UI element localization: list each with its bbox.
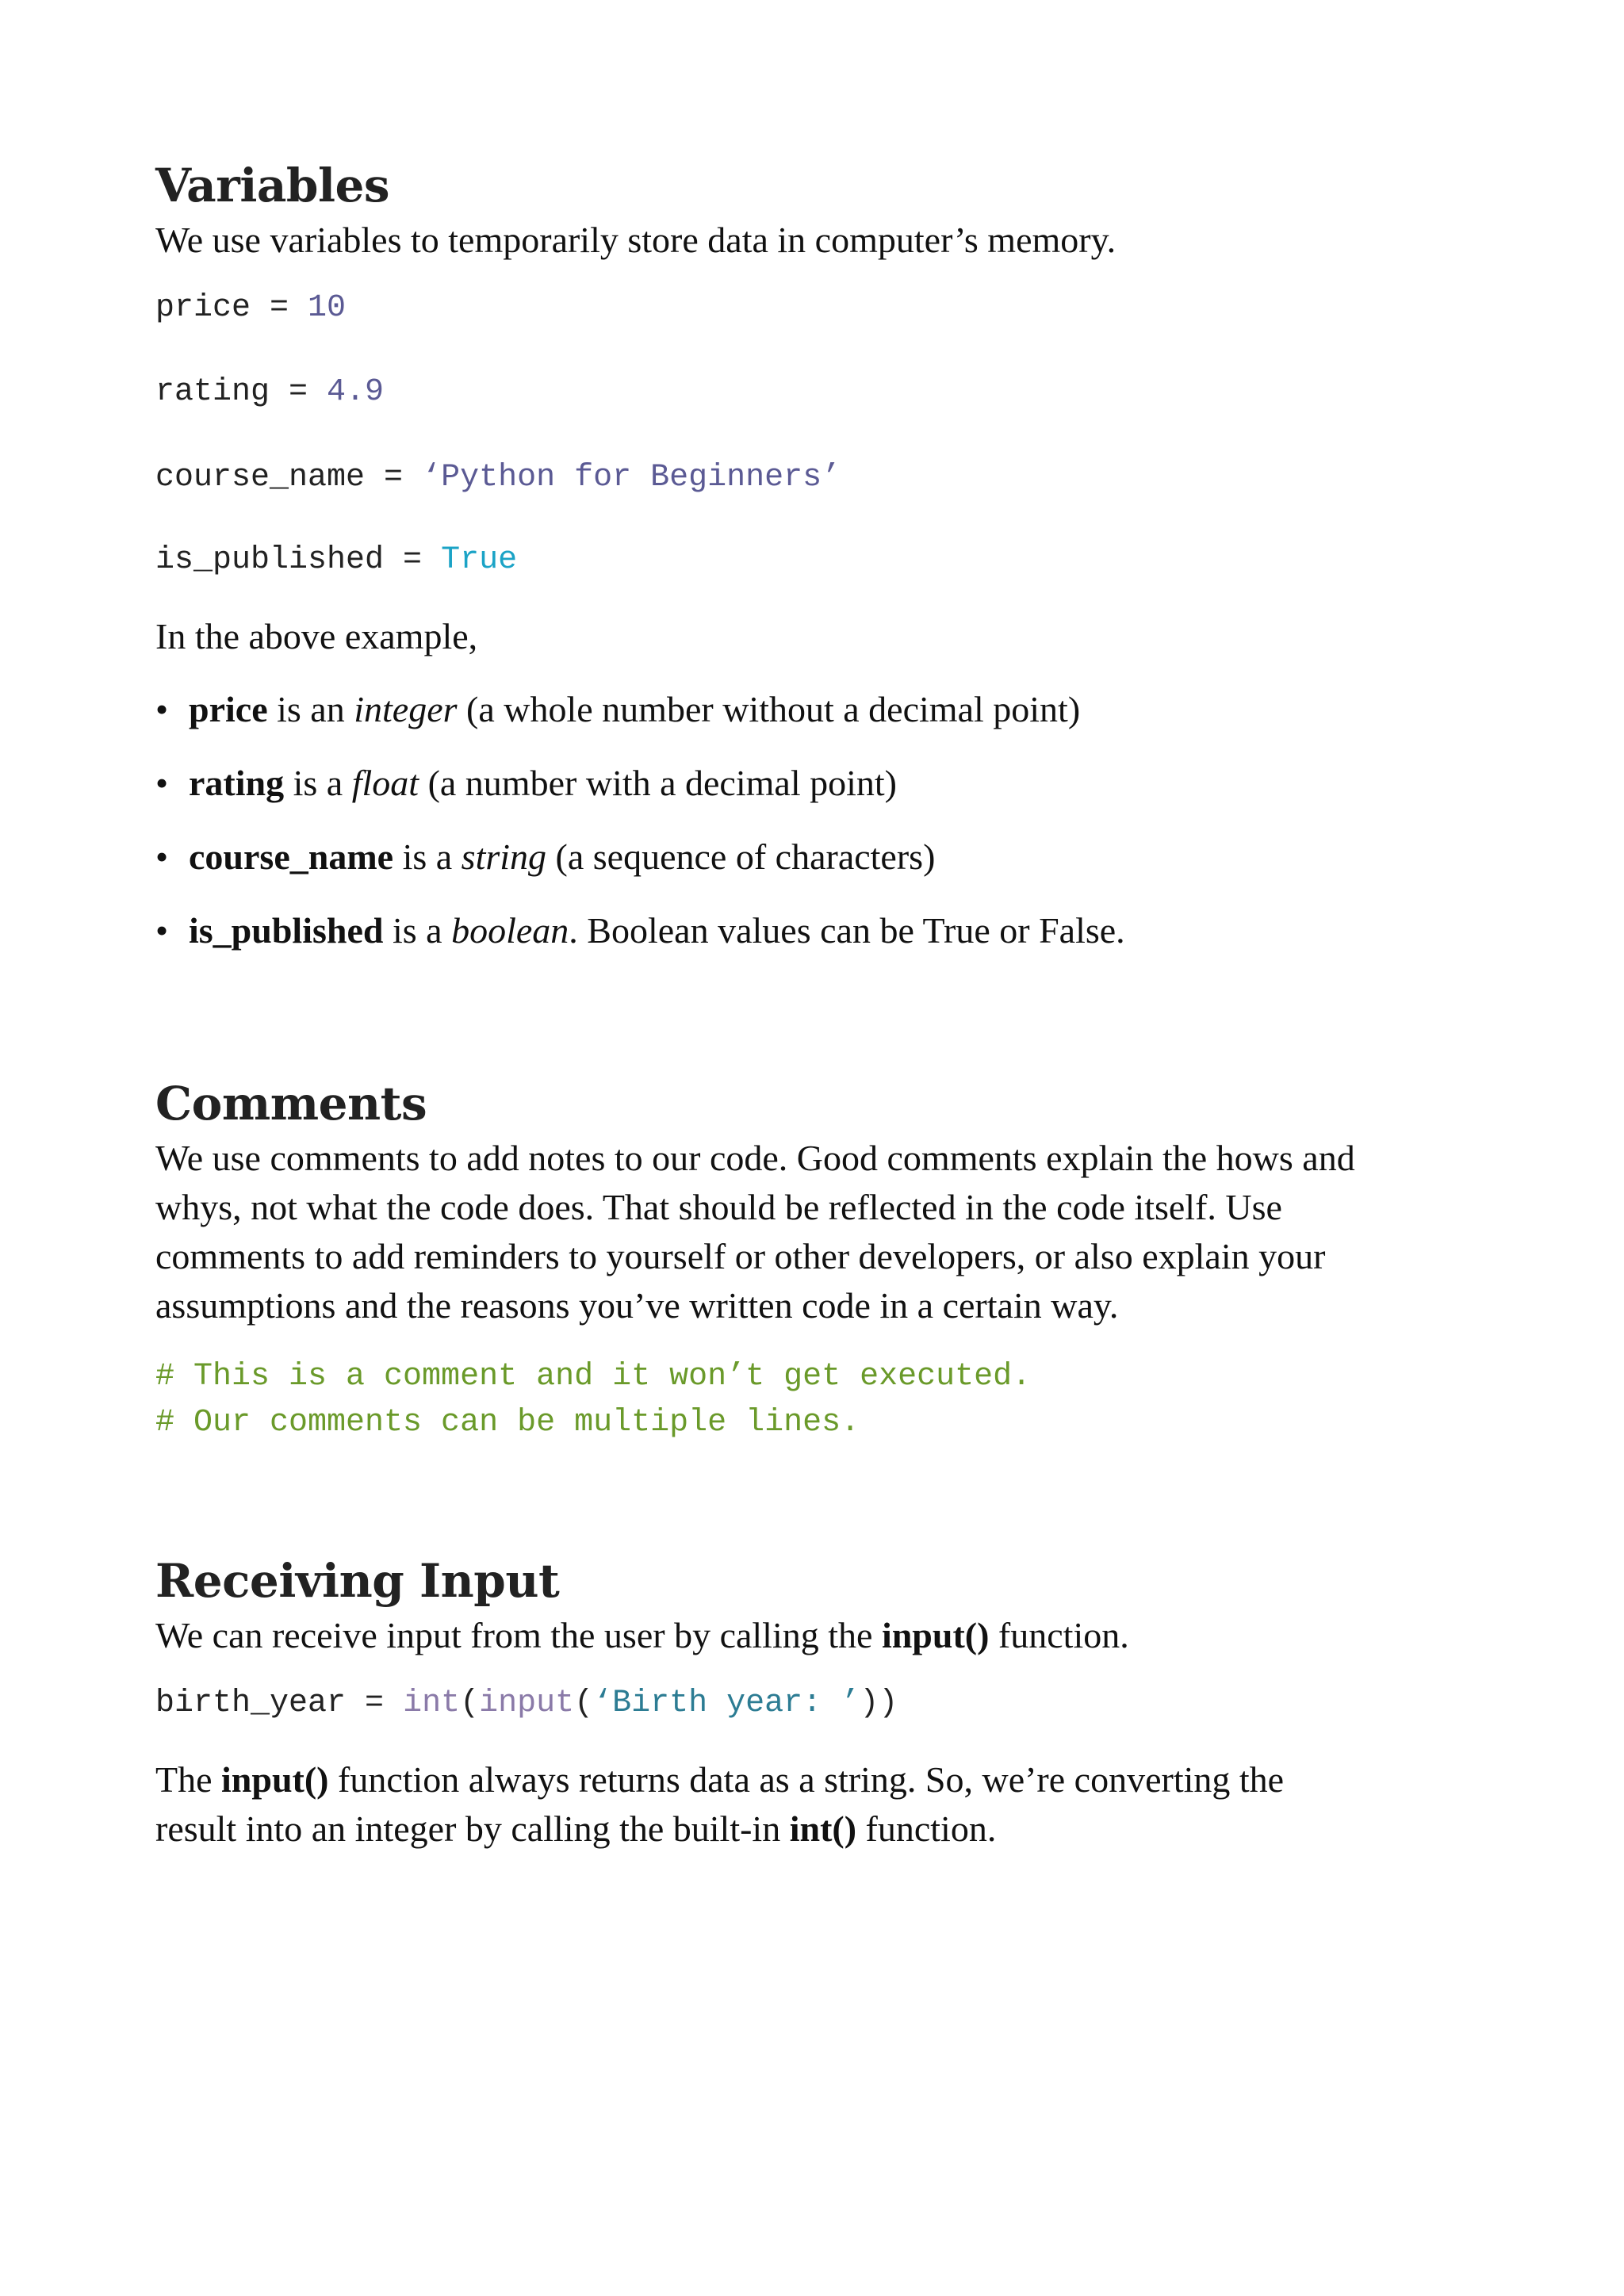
paren: ))	[860, 1685, 898, 1721]
text: result into an integer by calling the built-in	[155, 1808, 790, 1849]
string-arg: ‘Birth year: ’	[593, 1685, 860, 1721]
paren: (	[574, 1685, 594, 1721]
fn-name: input()	[221, 1758, 329, 1800]
bullet-text: is a	[393, 836, 462, 877]
bullet-text: is a	[383, 909, 452, 951]
input-outro	[155, 1755, 1488, 1854]
bullet-type: boolean	[451, 909, 569, 951]
bullet-glyph: •	[155, 909, 169, 951]
input-heading: Receiving Input	[155, 1554, 560, 1608]
var-name: price	[155, 289, 251, 326]
var-value: 4.9	[327, 373, 385, 410]
bullet-glyph: •	[155, 762, 169, 803]
list-item	[155, 759, 1488, 808]
bullet-text: (a whole number without a decimal point)	[457, 688, 1081, 729]
input-outro-line	[155, 1755, 1488, 1804]
code-line-birth-year	[155, 1684, 1488, 1724]
paren: (	[460, 1685, 480, 1721]
text: function always returns data as a string. So, we’re converting the	[328, 1758, 1285, 1800]
code-comment-line: # This is a comment and it won’t get executed.	[155, 1358, 1032, 1395]
text: We can receive input from the user by calling the	[155, 1614, 882, 1655]
variables-heading: Variables	[155, 159, 390, 212]
bullet-text: . Boolean values can be True or False.	[569, 909, 1125, 951]
bullet-type: integer	[354, 688, 458, 729]
var-value: True	[441, 541, 518, 578]
input-section	[155, 1554, 1488, 1854]
var-name: birth_year	[155, 1685, 347, 1721]
variables-intro: We use variables to temporarily store data in computer’s memory.	[155, 219, 1116, 260]
fn-name: int()	[789, 1808, 857, 1849]
bullet-text: is a	[284, 762, 352, 803]
bullet-term: is_published	[189, 909, 384, 951]
fn-input: input	[479, 1685, 575, 1721]
code-line-price	[155, 289, 1488, 373]
comments-code-block	[155, 1354, 1488, 1446]
fn-name: input()	[881, 1614, 990, 1655]
comments-section	[155, 1077, 1488, 1446]
assign-op: =	[384, 541, 442, 578]
bullet-glyph: •	[155, 688, 169, 729]
bullet-term: price	[189, 688, 268, 729]
assign-op: =	[365, 459, 423, 496]
assign-op: =	[270, 373, 327, 410]
bullet-text: (a number with a decimal point)	[419, 762, 897, 803]
bullet-text: is an	[267, 688, 354, 729]
list-item	[155, 685, 1488, 734]
input-outro-line	[155, 1804, 1488, 1854]
variables-bullet-list	[155, 685, 1488, 955]
var-value: 10	[308, 289, 347, 326]
variables-section	[155, 159, 1488, 955]
bullet-glyph: •	[155, 836, 169, 877]
comments-paragraph	[155, 1134, 1488, 1330]
code-comment-line: # Our comments can be multiple lines.	[155, 1404, 860, 1441]
bullet-type: string	[461, 836, 547, 877]
example-lead: In the above example,	[155, 615, 478, 656]
var-value: ‘Python for Beginners’	[422, 459, 841, 496]
bullet-term: rating	[189, 762, 285, 803]
comments-line: assumptions and the reasons you’ve written code in a certain way.	[155, 1284, 1119, 1326]
list-item	[155, 906, 1488, 955]
var-name: course_name	[155, 459, 366, 496]
comments-line: comments to add reminders to yourself or other developers, or also explain your	[155, 1235, 1326, 1276]
var-name: rating	[155, 373, 270, 410]
bullet-type: float	[351, 762, 419, 803]
text: The	[155, 1758, 222, 1800]
fn-int: int	[403, 1685, 461, 1721]
list-item	[155, 832, 1488, 882]
var-name: is_published	[155, 541, 385, 578]
code-line-course-name	[155, 458, 1488, 541]
bullet-term: course_name	[189, 836, 394, 877]
text: function.	[856, 1808, 997, 1849]
comments-heading: Comments	[155, 1077, 427, 1131]
assign-op: =	[251, 289, 308, 326]
text: function.	[989, 1614, 1129, 1655]
input-intro	[155, 1611, 1488, 1660]
code-line-rating	[155, 373, 1488, 458]
code-line-is-published	[155, 541, 1488, 580]
assign-op: =	[346, 1685, 404, 1721]
comments-line: We use comments to add notes to our code. Good comments explain the hows and	[155, 1137, 1355, 1178]
comments-line: whys, not what the code does. That should be reflected in the code itself. Use	[155, 1186, 1282, 1227]
bullet-text: (a sequence of characters)	[546, 836, 936, 877]
variables-code-block	[155, 289, 1488, 580]
